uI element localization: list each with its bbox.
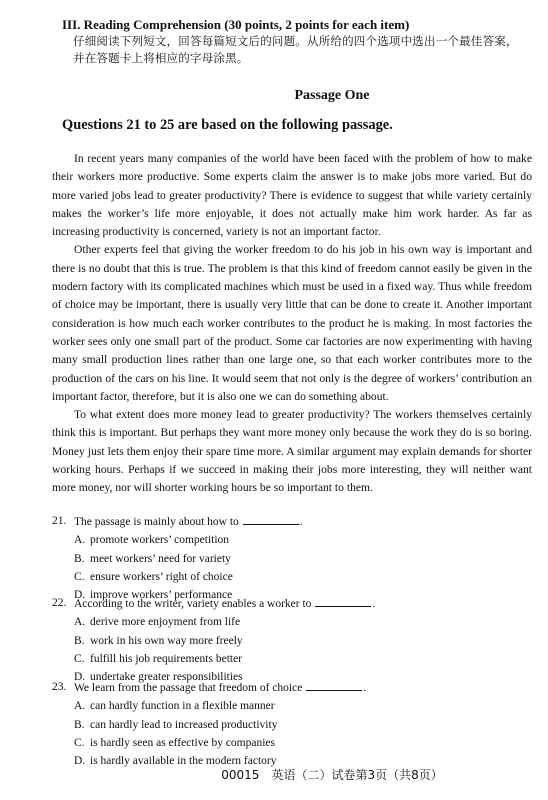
page-footer: 00015 英语（二）试卷第3页（共8页） [221,768,443,782]
option-b: B. meet workers’ need for variety [74,552,231,565]
passage-paragraph: Other experts feel that giving the worker freedom to do his job in his own way is important and there is no doubt that this is true. The problem is that this kind of freedom cannot easily be given in the modern factory with its complicated machines which must be used in a fixed way. Thus while freedom of choice may be important, there is usually very little that can be done to create it. Another important consideration is how much each worker contributes to the product he is making. In most factories the worker sees only one small part of the product. Some car factories are now experimenting with having many small production lines rather than one large one, so that each worker contributes more to the production of the cars on his line. It would seem that not only is the degree of workers’ contribution an important factor, therefore, but it is also one we can do something about. [52,243,532,403]
question-stem: 23. We learn from the passage that freedom of choice . [52,678,532,697]
option-a: A. can hardly function in a flexible manner [74,700,275,713]
question-23 [52,678,532,770]
option-a: A. derive more enjoyment from life [74,616,241,629]
option-b: B. work in his own way more freely [74,634,243,647]
question-text: According to the writer, variety enables a worker to [74,598,312,610]
section-instruction-line-2: 并在答题卡上将相应的字母涂黑。 [73,51,249,65]
passage-body [52,150,532,498]
passage-paragraph: In recent years many companies of the world have been faced with the problem of how to make their workers more productive. Some experts claim the answer is to make jobs more varied. But do more varied jobs lead to greater productivity? There is evidence to suggest that while variety certainly makes the worker’s life more enjoyable, it does not actually make him work harder. As far as increasing productivity is concerned, variety is not an important factor. [52,152,532,239]
option-b: B. can hardly lead to increased productivity [74,718,278,731]
question-text: The passage is mainly about how to [74,516,239,528]
questions-heading: Questions 21 to 25 are based on the following passage. [62,117,393,133]
option-c: C. fulfill his job requirements better [74,652,243,665]
question-number: 23. [52,681,67,693]
answer-blank [306,678,362,691]
answer-blank [315,594,371,607]
question-text: We learn from the passage that freedom of choice [74,682,303,694]
question-number: 22. [52,597,67,609]
question-stem: 22. According to the writer, variety enables a worker to . [52,594,532,613]
answer-blank [243,512,299,525]
question-number: 21. [52,515,67,527]
question-22 [52,594,532,686]
section-title: III. Reading Comprehension (30 points, 2 points for each item) [62,17,410,32]
option-c: C. ensure workers’ right of choice [74,570,233,583]
option-c: C. is hardly seen as effective by companies [74,736,275,749]
section-instruction-line-1: 仔细阅读下列短文，回答每篇短文后的问题。从所给的四个选项中选出一个最佳答案， [73,34,518,48]
option-d: D. improve workers’ performance [74,589,233,602]
option-d: D. undertake greater responsibilities [74,671,243,684]
option-a: A. promote workers’ competition [74,534,230,547]
passage-title: Passage One [294,88,370,103]
question-stem: 21. The passage is mainly about how to . [52,512,532,531]
section-header [62,16,532,67]
passage-paragraph: To what extent does more money lead to greater productivity? The workers themselves certainly think this is important. But perhaps they want more money only because the work they do is so boring. Money just lets them enjoy their spare time more. A similar argument may explain demands for shorter working hours. Perhaps if we succeed in making their jobs more interesting, they will neither want more money, nor will shorter working hours be so important to them. [52,408,532,495]
option-d: D. is hardly available in the modern factory [74,755,277,768]
question-21 [52,512,532,604]
